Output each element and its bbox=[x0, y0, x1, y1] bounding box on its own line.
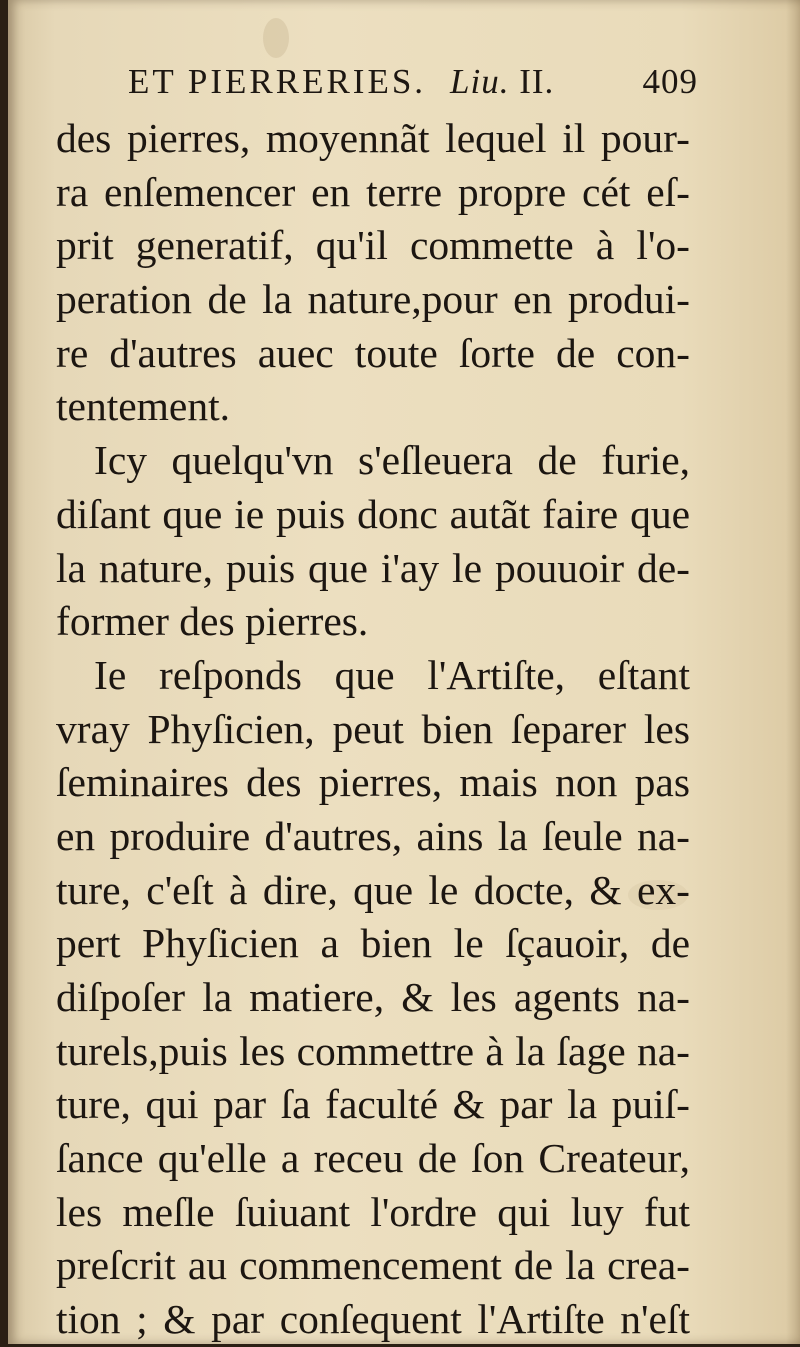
book-abbrev: Liu. bbox=[450, 62, 510, 101]
text-line: prit generatif, qu'il commette à l'o- bbox=[56, 222, 690, 269]
text-line: preſcrit au commencement de la crea- bbox=[56, 1242, 690, 1289]
text-line: vray Phyſicien, peut bien ſeparer les bbox=[56, 705, 690, 752]
text-line: re d'autres auec toute ſorte de con- bbox=[56, 329, 690, 376]
text-line: ture, qui par ſa faculté & par la puiſ- bbox=[56, 1081, 690, 1128]
text-line: ſance qu'elle a receu de ſon Createur, bbox=[56, 1135, 690, 1182]
text-line: Icy quelqu'vn s'eſleuera de furie, bbox=[94, 437, 690, 484]
text-line: tion ; & par conſequent l'Artiſte n'eſt bbox=[56, 1296, 690, 1343]
running-header bbox=[128, 62, 698, 118]
text-line: peration de la nature,pour en produi- bbox=[56, 276, 690, 323]
text-line: des pierres, moyennãt lequel il pour- bbox=[56, 115, 690, 161]
text-line: ſeminaires des pierres, mais non pas bbox=[56, 759, 690, 806]
page-body bbox=[56, 112, 690, 1347]
text-line: diſant que ie puis donc autãt faire que bbox=[56, 490, 690, 537]
text-line: diſpoſer la matiere, & les agents na- bbox=[56, 974, 690, 1020]
text-line: la nature, puis que i'ay le pouuoir de- bbox=[56, 544, 690, 591]
text-line: tentement. bbox=[56, 383, 231, 430]
text-line: ture, c'eſt à dire, que le docte, & ex- bbox=[56, 866, 690, 913]
text-line: Ie reſponds que l'Artiſte, eſtant bbox=[94, 651, 690, 698]
page-number: 409 bbox=[642, 62, 698, 101]
text-line: ra enſemencer en terre propre cét eſ- bbox=[56, 168, 690, 215]
text-line: pert Phyſicien a bien le ſçauoir, de bbox=[56, 920, 690, 967]
text-line: en produire d'autres, ains la ſeule na- bbox=[56, 812, 690, 859]
text-line: former des pierres. bbox=[56, 598, 369, 645]
paper-stain bbox=[263, 18, 289, 58]
text-line: les meſle ſuiuant l'ordre qui luy fut bbox=[56, 1188, 690, 1235]
book-number bbox=[450, 62, 554, 102]
running-title: ET PIERRERIES. bbox=[128, 62, 427, 101]
text-line: turels,puis les commettre à la ſage na- bbox=[56, 1027, 690, 1074]
book-numeral: II. bbox=[519, 62, 555, 101]
